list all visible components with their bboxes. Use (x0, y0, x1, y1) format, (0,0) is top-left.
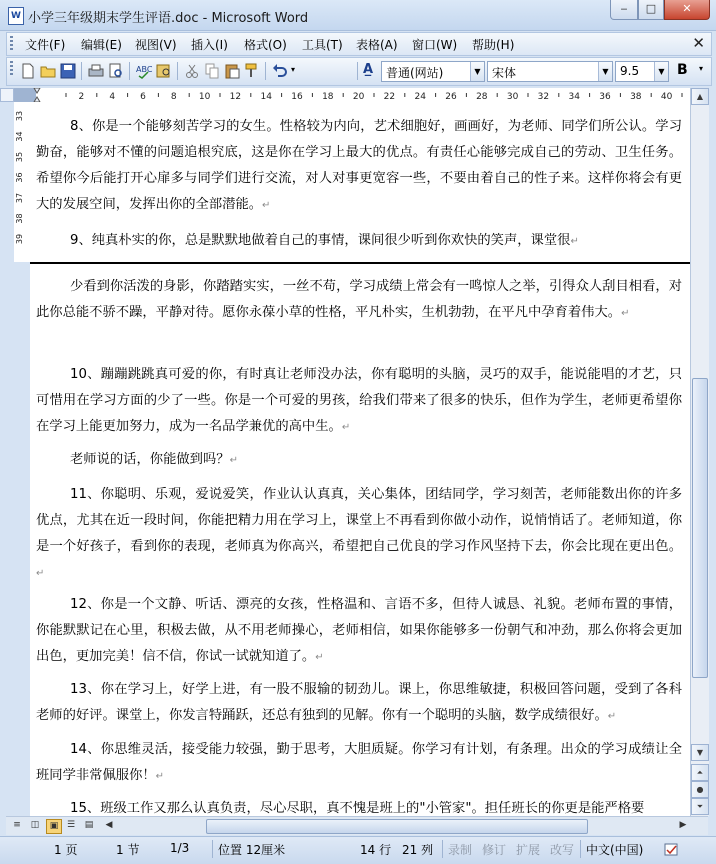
style-value: 普通(网站) (386, 66, 444, 80)
ruler-number: 22 (383, 92, 396, 102)
vertical-ruler-number: 39 (15, 233, 24, 245)
ruler-number: 36 (599, 92, 611, 102)
vertical-ruler-ticks (14, 102, 30, 262)
ruler-number: 34 (568, 92, 580, 102)
ruler-number: 16 (291, 92, 303, 102)
menu-bar (6, 32, 712, 56)
paragraph-9-continued: 少看到你活泼的身影，你踏踏实实，一丝不苟，学习成绩上常会有一鸣惊人之举，引得众人刮目相看，对此你总能不骄不躁，平静对待。愿你永葆小草的性格，平凡朴实，生机勃勃，在平凡中孕育着伟大。↵ (36, 279, 682, 320)
ruler-left-margin (14, 88, 36, 102)
font-value: 宋体 (492, 66, 517, 80)
font-size-value: 9.5 (620, 64, 640, 78)
status-separator (442, 840, 443, 858)
scroll-thumb[interactable] (692, 378, 708, 678)
normal-view-icon[interactable]: ≡ (13, 820, 21, 830)
status-section: 1 节 (116, 843, 140, 857)
horizontal-ruler[interactable] (14, 88, 694, 103)
status-language: 中文(中国) (586, 843, 644, 857)
menu-file[interactable]: 文件(F) (25, 38, 66, 52)
style-dropdown-icon[interactable]: ▼ (470, 62, 484, 81)
undo-dropdown-icon[interactable]: ▾ (291, 65, 296, 74)
status-record[interactable]: 录制 (448, 843, 473, 857)
scroll-down-icon[interactable]: ▼ (691, 744, 709, 761)
toolbar-separator (81, 62, 82, 80)
print-layout-icon[interactable]: ▣ (46, 819, 62, 834)
status-line: 14 行 (360, 843, 392, 857)
status-track-changes[interactable]: 修订 (482, 843, 507, 857)
menu-help[interactable]: 帮助(H) (472, 38, 515, 52)
horizontal-scrollbar[interactable] (6, 816, 708, 835)
print-preview-icon[interactable] (107, 62, 125, 80)
font-size-dropdown-icon[interactable]: ▼ (654, 62, 668, 81)
toolbar-grip-icon[interactable] (10, 61, 13, 77)
spelling-status-icon[interactable] (664, 843, 680, 857)
spelling-icon[interactable] (135, 62, 153, 80)
paste-icon[interactable] (223, 62, 241, 80)
ruler-number: 40 (660, 92, 673, 102)
outline-view-icon[interactable]: ☰ (66, 820, 76, 830)
vertical-ruler-number: 33 (15, 110, 24, 122)
vertical-scrollbar[interactable] (690, 88, 709, 816)
new-document-icon[interactable] (19, 62, 37, 80)
toolbar-separator (129, 62, 130, 80)
undo-icon[interactable] (271, 62, 289, 80)
vertical-ruler-number: 36 (15, 172, 24, 183)
open-folder-icon[interactable] (39, 62, 57, 80)
vertical-ruler-number: 34 (15, 131, 24, 142)
previous-page-icon[interactable]: ⏶ (691, 764, 709, 781)
font-combo[interactable] (487, 61, 613, 82)
toolbar-options-icon[interactable]: ▾ (699, 64, 704, 73)
status-separator (212, 840, 213, 858)
menu-edit[interactable]: 编辑(E) (81, 38, 122, 52)
next-page-icon[interactable]: ⏷ (691, 798, 709, 815)
word-app-icon[interactable]: W (8, 7, 24, 25)
status-separator (580, 840, 581, 858)
ruler-number: 32 (537, 92, 550, 102)
tab-selector[interactable] (0, 88, 14, 102)
status-column: 21 列 (402, 843, 434, 857)
paragraph-10: 10、蹦蹦跳跳真可爱的你，有时真让老师没办法，你有聪明的头脑，灵巧的双手，能说能唱的才艺，只可惜用在学习方面的少了一些。你是一个可爱的男孩，给我们带来了很多的快乐，但作为学生，老师更希望你在学习上能更加努力，成为一名品学兼优的高中生。↵ (36, 367, 682, 434)
horizontal-scroll-thumb[interactable] (206, 819, 588, 834)
paragraph-13: 13、你在学习上，好学上进，有一股不服输的韧劲儿。课上，你思维敏捷，积极回答问题，受到了各科老师的好评。课堂上，你发言特踊跃，还总有独到的见解。你有一个聪明的头脑，数学成绩很好。↵ (36, 682, 682, 723)
print-icon[interactable] (87, 62, 105, 80)
toolbar-separator (265, 62, 266, 80)
close-document-icon[interactable]: ✕ (692, 34, 705, 52)
vertical-ruler-number: 35 (15, 151, 24, 163)
scroll-right-icon[interactable]: ▶ (679, 820, 687, 830)
menu-grip-icon[interactable] (10, 36, 13, 52)
status-page: 1 页 (54, 843, 78, 857)
window-controls (610, 0, 710, 20)
paragraph-9: 9、纯真朴实的你，总是默默地做着自己的事情，课间很少听到你欢快的笑声，课堂很↵ (70, 233, 579, 248)
menu-insert[interactable]: 插入(I) (191, 38, 228, 52)
scroll-left-icon[interactable]: ◀ (105, 820, 113, 830)
ruler-number: 12 (229, 92, 242, 102)
ruler-number: 30 (506, 92, 519, 102)
paragraph-11: 11、你聪明、乐观，爱说爱笑，作业认认真真，关心集体，团结同学，学习刻苦，老师能数出你的许多优点，尤其在近一段时间，你能把精力用在学习上，课堂上不再看到你做小动作，说悄悄话了。老师知道，你是一个好孩子，看到你的表现，老师真为你高兴，希望把自己优良的学习作风坚持下去，你会比现在更出色。↵ (36, 487, 682, 579)
save-icon[interactable] (59, 62, 77, 80)
status-overtype[interactable]: 改写 (550, 843, 575, 857)
menu-window[interactable]: 窗口(W) (412, 38, 458, 52)
paragraph-8: 8、你是一个能够刻苦学习的女生。性格较为内向，艺术细胞好，画画好，为老师、同学们所公认。学习勤奋，能够对不懂的问题追根究底，这是你在学习上最大的优点。有责任心能够完成自己的劳动、卫生任务。希望你今后能打开心扉多与同学们进行交流，对人对事更宽容一些，不要由着自己的性子来。这样你将会有更大的发展空间，发挥出你的全部潜能。↵ (36, 119, 682, 212)
vertical-ruler-number: 38 (15, 213, 24, 224)
paragraph-15: 15、班级工作又那么认真负责，尽心尽职，真不愧是班上的"小管家"。担任班长的你更是能严格要 (70, 801, 645, 816)
ruler-number: 26 (445, 92, 457, 102)
ruler-number: 18 (322, 92, 334, 102)
maximize-button[interactable]: □ (638, 0, 664, 20)
svg-text:ABC: ABC (136, 65, 153, 74)
vertical-ruler[interactable] (14, 102, 31, 262)
research-icon[interactable] (155, 62, 173, 80)
copy-icon[interactable] (203, 62, 221, 80)
ruler-number: 14 (260, 92, 272, 102)
toolbar-separator (357, 62, 358, 80)
close-window-button[interactable]: ✕ (664, 0, 710, 20)
scroll-up-icon[interactable]: ▲ (691, 88, 709, 105)
font-size-combo[interactable] (615, 61, 669, 82)
window-title: 小学三年级期末学生评语.doc - Microsoft Word (28, 11, 309, 26)
status-extend[interactable]: 扩展 (516, 843, 541, 857)
title-bar (0, 0, 716, 31)
browse-object-icon[interactable]: ● (691, 781, 709, 798)
reading-layout-icon[interactable]: ▤ (84, 820, 94, 830)
toolbar-separator (177, 62, 178, 80)
bold-button[interactable]: B (677, 62, 688, 78)
ruler-number: 2 (78, 92, 85, 102)
ruler-number: 6 (140, 92, 146, 102)
ruler-ticks (14, 88, 694, 102)
web-layout-icon[interactable]: ◫ (30, 820, 40, 830)
page-break-line (30, 262, 690, 264)
menu-table[interactable]: 表格(A) (356, 38, 398, 52)
paragraph-14: 14、你思维灵活，接受能力较强，勤于思考，大胆质疑。你学习有计划，有条理。出众的学习成绩让全班同学非常佩服你！↵ (36, 742, 682, 783)
menu-view[interactable]: 视图(V) (135, 38, 177, 52)
status-position: 位置 12厘米 (218, 843, 286, 857)
paragraph-question: 老师说的话，你能做到吗？↵ (70, 452, 238, 467)
document-area[interactable] (30, 102, 690, 816)
ruler-number: 38 (630, 92, 642, 102)
ruler-number: 24 (414, 92, 426, 102)
style-combo[interactable] (381, 61, 485, 82)
ruler-number: 4 (109, 92, 116, 102)
styles-pane-icon[interactable]: A̲ (363, 62, 374, 77)
vertical-ruler-number: 37 (15, 192, 24, 204)
minimize-button[interactable]: ‒ (610, 0, 638, 20)
ruler-number: 28 (476, 92, 488, 102)
status-bar (0, 836, 716, 864)
standard-toolbar (6, 57, 712, 86)
ruler-number: 10 (198, 92, 211, 102)
status-page-of: 1/3 (170, 841, 190, 855)
font-dropdown-icon[interactable]: ▼ (598, 62, 612, 81)
ruler-number: 8 (170, 92, 177, 102)
ruler-number: 20 (352, 92, 365, 102)
menu-format[interactable]: 格式(O) (244, 38, 287, 52)
cut-icon[interactable] (183, 62, 201, 80)
menu-tools[interactable]: 工具(T) (302, 38, 343, 52)
format-painter-icon[interactable] (243, 62, 261, 80)
paragraph-12: 12、你是一个文静、听话、漂亮的女孩，性格温和、言语不多，但待人诚恳、礼貌。老师布置的事情，你能默默记在心里，积极去做，从不用老师操心，老师相信，如果你能够多一份朝气和冲劲，那么你将会更加出色，更加完美！信不信，你试一试就知道了。↵ (36, 597, 682, 664)
